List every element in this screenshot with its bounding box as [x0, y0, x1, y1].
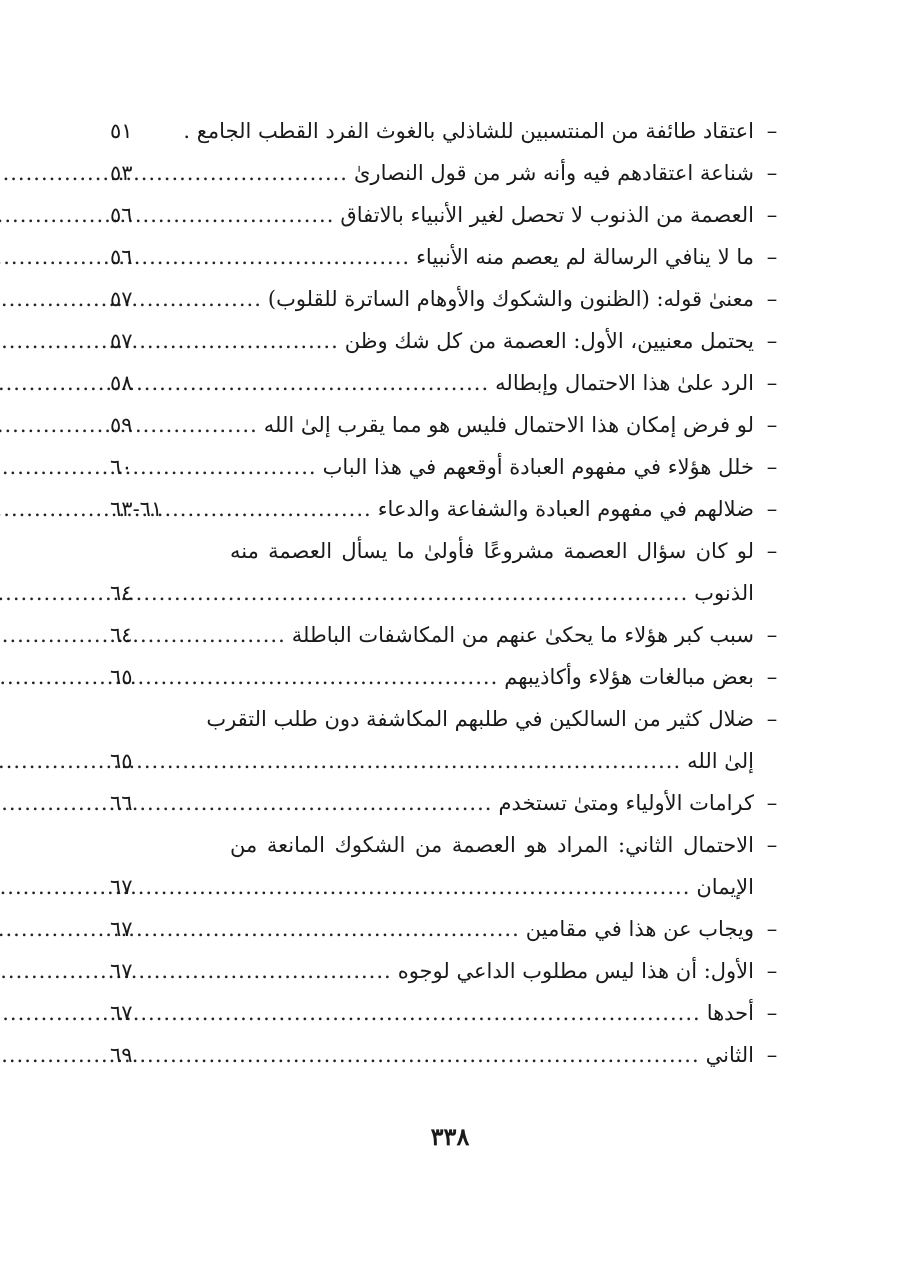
toc-entry-line — [110, 278, 790, 320]
toc-entry — [110, 404, 790, 446]
entry-page-number: ٦٩ — [110, 1043, 133, 1067]
entry-page-number: ٥٨ — [110, 371, 133, 395]
entry-title: العصمة من الذنوب لا تحصل لغير الأنبياء بالاتفاق — [340, 203, 754, 227]
toc-entry-line — [110, 488, 790, 530]
dot-leader — [236, 908, 526, 950]
entry-dash: – — [766, 287, 778, 311]
entry-title: الثاني — [705, 1043, 754, 1067]
entry-dash: – — [766, 161, 778, 185]
entry-dash: – — [766, 833, 778, 857]
toc-entry-line — [110, 530, 790, 572]
toc-entry — [110, 362, 790, 404]
entry-page-number: ٥٧ — [110, 329, 133, 353]
toc-entry-line — [110, 740, 790, 782]
dot-leader — [236, 614, 292, 656]
entry-page-number: ٦٥ — [110, 749, 133, 773]
toc-entry — [110, 278, 790, 320]
entry-title: ما لا ينافي الرسالة لم يعصم منه الأنبياء — [416, 245, 754, 269]
entry-page-number: ٦٤ — [110, 623, 133, 647]
entry-page-number: ٦٤ — [110, 581, 133, 605]
entry-title: لو فرض إمكان هذا الاحتمال فليس هو مما يقرب إلىٰ الله — [263, 413, 754, 437]
toc-entry — [110, 908, 790, 950]
entry-title: اعتقاد طائفة من المنتسبين للشاذلي بالغوث الفرد القطب الجامع . — [183, 119, 754, 143]
entry-page-number: ٥٧ — [110, 287, 133, 311]
entry-title: الرد علىٰ هذا الاحتمال وإبطاله — [495, 371, 754, 395]
dot-leader — [236, 992, 707, 1034]
toc-entry — [110, 320, 790, 362]
entry-title: بعض مبالغات هؤلاء وأكاذيبهم — [504, 665, 754, 689]
toc-entry — [110, 614, 790, 656]
toc-entry-line — [110, 152, 790, 194]
dot-leader — [236, 782, 498, 824]
entry-title: الاحتمال الثاني: المراد هو العصمة من الشكوك المانعة من — [230, 833, 754, 857]
toc-entry — [110, 194, 790, 236]
page-number-footer: ٣٣٨ — [430, 1122, 470, 1151]
entry-page-number: ٦٧ — [110, 1001, 133, 1025]
toc-entry — [110, 656, 790, 698]
entry-dash: – — [766, 1043, 778, 1067]
toc-entry-line — [110, 908, 790, 950]
dot-leader — [236, 488, 378, 530]
toc-entry — [110, 530, 790, 614]
entry-title: ضلالهم في مفهوم العبادة والشفاعة والدعاء — [377, 497, 754, 521]
toc-entry-line — [110, 194, 790, 236]
toc-entry-line — [110, 404, 790, 446]
toc-entry-line — [110, 656, 790, 698]
toc-entry — [110, 992, 790, 1034]
toc-entry — [110, 698, 790, 782]
entry-dash: – — [766, 119, 778, 143]
toc-entry — [110, 488, 790, 530]
entry-dash: – — [766, 203, 778, 227]
toc-entry-line — [110, 110, 790, 152]
toc-entry — [110, 110, 790, 152]
entry-title: الأول: أن هذا ليس مطلوب الداعي لوجوه — [397, 959, 754, 983]
entry-title: كرامات الأولياء ومتىٰ تستخدم — [498, 791, 754, 815]
entry-page-number: ٦٦ — [110, 791, 133, 815]
toc-entry — [110, 446, 790, 488]
dot-leader — [236, 656, 504, 698]
entry-dash: – — [766, 329, 778, 353]
entry-page-number: ٥١ — [110, 119, 133, 143]
toc-entry — [110, 950, 790, 992]
dot-leader — [236, 950, 398, 992]
entry-title: الإيمان — [696, 875, 754, 899]
entry-title: معنىٰ قوله: (الظنون والشكوك والأوهام الساترة للقلوب) — [267, 287, 754, 311]
dot-leader — [236, 152, 354, 194]
toc-entry — [110, 236, 790, 278]
entry-page-number: ٦١-٦٣ — [110, 497, 163, 521]
toc-entry-line — [110, 950, 790, 992]
entry-dash: – — [766, 497, 778, 521]
toc-entry-line — [110, 866, 790, 908]
entry-dash: – — [766, 665, 778, 689]
toc-entry — [110, 824, 790, 908]
entry-dash: – — [766, 917, 778, 941]
entry-dash: – — [766, 707, 778, 731]
dot-leader — [222, 278, 268, 320]
entry-dash: – — [766, 245, 778, 269]
entry-title: سبب كبر هؤلاء ما يحكىٰ عنهم من المكاشفات الباطلة — [291, 623, 754, 647]
entry-page-number: ٦٧ — [110, 959, 133, 983]
entry-dash: – — [766, 1001, 778, 1025]
entry-dash: – — [766, 371, 778, 395]
dot-leader — [236, 194, 340, 236]
toc-entry-line — [110, 782, 790, 824]
dot-leader — [236, 740, 687, 782]
dot-leader — [236, 236, 416, 278]
entry-page-number: ٥٦ — [110, 203, 133, 227]
entry-page-number: ٦٠ — [110, 455, 133, 479]
entry-page-number: ٥٩ — [110, 413, 133, 437]
entry-dash: – — [766, 791, 778, 815]
toc-entry-line — [110, 362, 790, 404]
toc-entry-line — [110, 824, 790, 866]
toc-entry-line — [110, 236, 790, 278]
table-of-contents — [110, 110, 790, 1076]
dot-leader — [236, 572, 694, 614]
entry-dash: – — [766, 539, 778, 563]
toc-entry-line — [110, 992, 790, 1034]
dot-leader — [236, 362, 495, 404]
entry-title: لو كان سؤال العصمة مشروعًا فأولىٰ ما يسأل العصمة منه — [230, 539, 754, 563]
toc-entry-line — [110, 320, 790, 362]
toc-entry-line — [110, 446, 790, 488]
toc-entry — [110, 782, 790, 824]
entry-page-number: ٦٧ — [110, 917, 133, 941]
dot-leader — [236, 1034, 706, 1076]
entry-dash: – — [766, 623, 778, 647]
entry-title: شناعة اعتقادهم فيه وأنه شر من قول النصارىٰ — [353, 161, 754, 185]
entry-title: أحدها — [706, 1001, 754, 1025]
entry-title: ويجاب عن هذا في مقامين — [525, 917, 754, 941]
entry-title: إلىٰ الله — [687, 749, 754, 773]
entry-title: يحتمل معنيين، الأول: العصمة من كل شك وظن — [344, 329, 754, 353]
entry-title: ضلال كثير من السالكين في طلبهم المكاشفة دون طلب التقرب — [206, 707, 754, 731]
dot-leader — [236, 320, 345, 362]
entry-page-number: ٦٧ — [110, 875, 133, 899]
entry-dash: – — [766, 455, 778, 479]
toc-entry — [110, 1034, 790, 1076]
toc-entry-line — [110, 572, 790, 614]
toc-entry-line — [110, 1034, 790, 1076]
toc-entry-line — [110, 698, 790, 740]
entry-page-number: ٥٦ — [110, 245, 133, 269]
toc-entry — [110, 152, 790, 194]
dot-leader — [236, 446, 323, 488]
entry-title: خلل هؤلاء في مفهوم العبادة أوقعهم في هذا الباب — [322, 455, 754, 479]
entry-dash: – — [766, 413, 778, 437]
toc-entry-line — [110, 614, 790, 656]
entry-dash: – — [766, 959, 778, 983]
entry-title: الذنوب — [694, 581, 754, 605]
entry-page-number: ٦٥ — [110, 665, 133, 689]
dot-leader — [236, 866, 696, 908]
dot-leader — [218, 404, 264, 446]
entry-page-number: ٥٣ — [110, 161, 133, 185]
